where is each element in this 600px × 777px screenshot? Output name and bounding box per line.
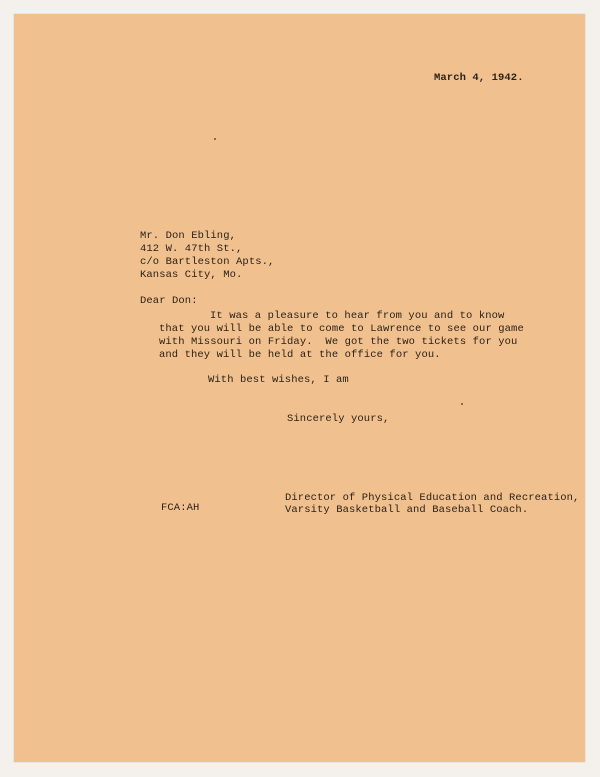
- best-wishes: With best wishes, I am: [208, 374, 349, 386]
- address-line: Mr. Don Ebling,: [140, 230, 237, 242]
- letter-date: March 4, 1942.: [434, 72, 524, 84]
- salutation: Dear Don:: [140, 295, 198, 307]
- closing: Sincerely yours,: [287, 413, 390, 425]
- typist-initials: FCA:AH: [161, 502, 200, 514]
- address-line: c/o Bartleston Apts.,: [140, 256, 275, 268]
- title-line: Director of Physical Education and Recreation,: [285, 492, 580, 504]
- paper-speck: [214, 138, 216, 140]
- body-line: that you will be able to come to Lawrence to see our game: [159, 323, 524, 335]
- body-line: It was a pleasure to hear from you and to know: [210, 310, 505, 322]
- letter-page: [14, 14, 585, 762]
- title-line: Varsity Basketball and Baseball Coach.: [285, 504, 529, 516]
- body-line: and they will be held at the office for you.: [159, 349, 441, 361]
- body-line: with Missouri on Friday. We got the two tickets for you: [159, 336, 518, 348]
- address-line: Kansas City, Mo.: [140, 269, 243, 281]
- address-line: 412 W. 47th St.,: [140, 243, 243, 255]
- paper-speck: [461, 403, 463, 405]
